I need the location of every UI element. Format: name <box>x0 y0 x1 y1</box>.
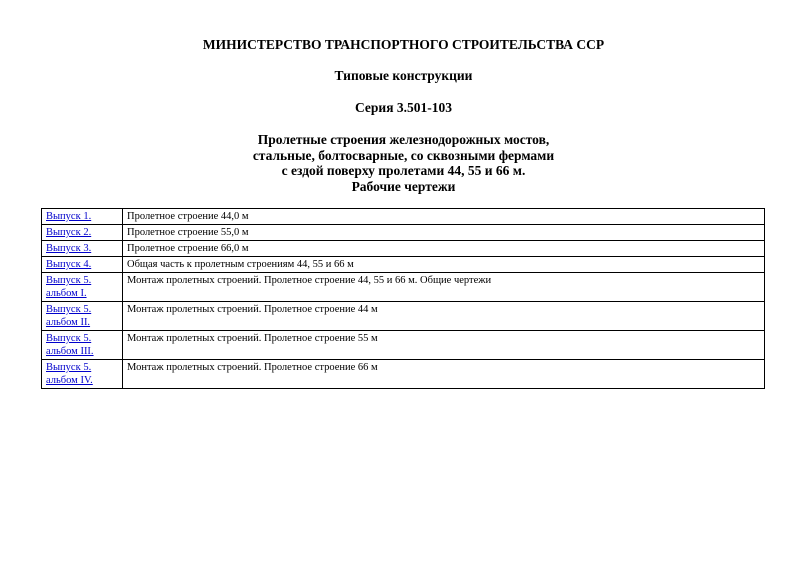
volume-description: Пролетное строение 55,0 м <box>123 225 765 241</box>
volume-link-text: Выпуск 5. <box>46 275 92 286</box>
table-row <box>42 241 765 257</box>
volume-link-text: Выпуск 4. <box>46 259 92 270</box>
album-link-text: альбом II. <box>46 317 91 328</box>
volume-link-text: Выпуск 5. <box>46 362 92 373</box>
volume-link-5-album-1[interactable] <box>46 274 118 300</box>
volume-link-text: Выпуск 2. <box>46 227 92 238</box>
volume-link-text: Выпуск 1. <box>46 211 92 222</box>
volume-link-cell <box>42 209 123 225</box>
series-heading: Серия 3.501-103 <box>355 100 452 115</box>
table-row <box>42 257 765 273</box>
album-link-text: альбом IV. <box>46 375 93 386</box>
volume-link-cell <box>42 273 123 302</box>
album-link-text: альбом III. <box>46 346 94 357</box>
volume-link-text: Выпуск 3. <box>46 243 92 254</box>
title-line-3: с ездой поверху пролетами 44, 55 и 66 м. <box>281 163 526 178</box>
volume-description: Монтаж пролетных строений. Пролетное строение 66 м <box>123 360 765 389</box>
volume-link-5-album-3[interactable] <box>46 332 118 358</box>
volume-link-text: Выпуск 5. <box>46 304 92 315</box>
ministry-heading: МИНИСТЕРСТВО ТРАНСПОРТНОГО СТРОИТЕЛЬСТВА ССР <box>202 37 605 52</box>
volume-description: Пролетное строение 66,0 м <box>123 241 765 257</box>
volume-link-1[interactable] <box>46 210 118 223</box>
document-title <box>0 132 807 194</box>
table-row <box>42 302 765 331</box>
table-row <box>42 360 765 389</box>
title-line-1: Пролетные строения железнодорожных мостов, <box>257 132 550 147</box>
volume-link-text: Выпуск 5. <box>46 333 92 344</box>
table-row <box>42 225 765 241</box>
volume-description: Монтаж пролетных строений. Пролетное строение 44, 55 и 66 м. Общие чертежи <box>123 273 765 302</box>
volume-description: Монтаж пролетных строений. Пролетное строение 55 м <box>123 331 765 360</box>
volume-link-5-album-4[interactable] <box>46 361 118 387</box>
volumes-table <box>41 208 765 389</box>
volume-description: Пролетное строение 44,0 м <box>123 209 765 225</box>
table-row <box>42 273 765 302</box>
volume-link-2[interactable] <box>46 226 118 239</box>
table-row <box>42 209 765 225</box>
album-link-text: альбом I. <box>46 288 87 299</box>
volume-link-3[interactable] <box>46 242 118 255</box>
volume-link-cell <box>42 302 123 331</box>
volume-description: Монтаж пролетных строений. Пролетное строение 44 м <box>123 302 765 331</box>
table-row <box>42 331 765 360</box>
volume-description: Общая часть к пролетным строениям 44, 55 и 66 м <box>123 257 765 273</box>
volume-link-cell <box>42 360 123 389</box>
volume-link-cell <box>42 225 123 241</box>
title-line-2: стальные, болтосварные, со сквозными фермами <box>252 147 555 163</box>
typical-constructions-heading: Типовые конструкции <box>334 68 473 83</box>
volume-link-cell <box>42 331 123 360</box>
volume-link-cell <box>42 241 123 257</box>
title-line-4: Рабочие чертежи <box>351 178 456 194</box>
volume-link-5-album-2[interactable] <box>46 303 118 329</box>
volume-link-4[interactable] <box>46 258 118 271</box>
volume-link-cell <box>42 257 123 273</box>
